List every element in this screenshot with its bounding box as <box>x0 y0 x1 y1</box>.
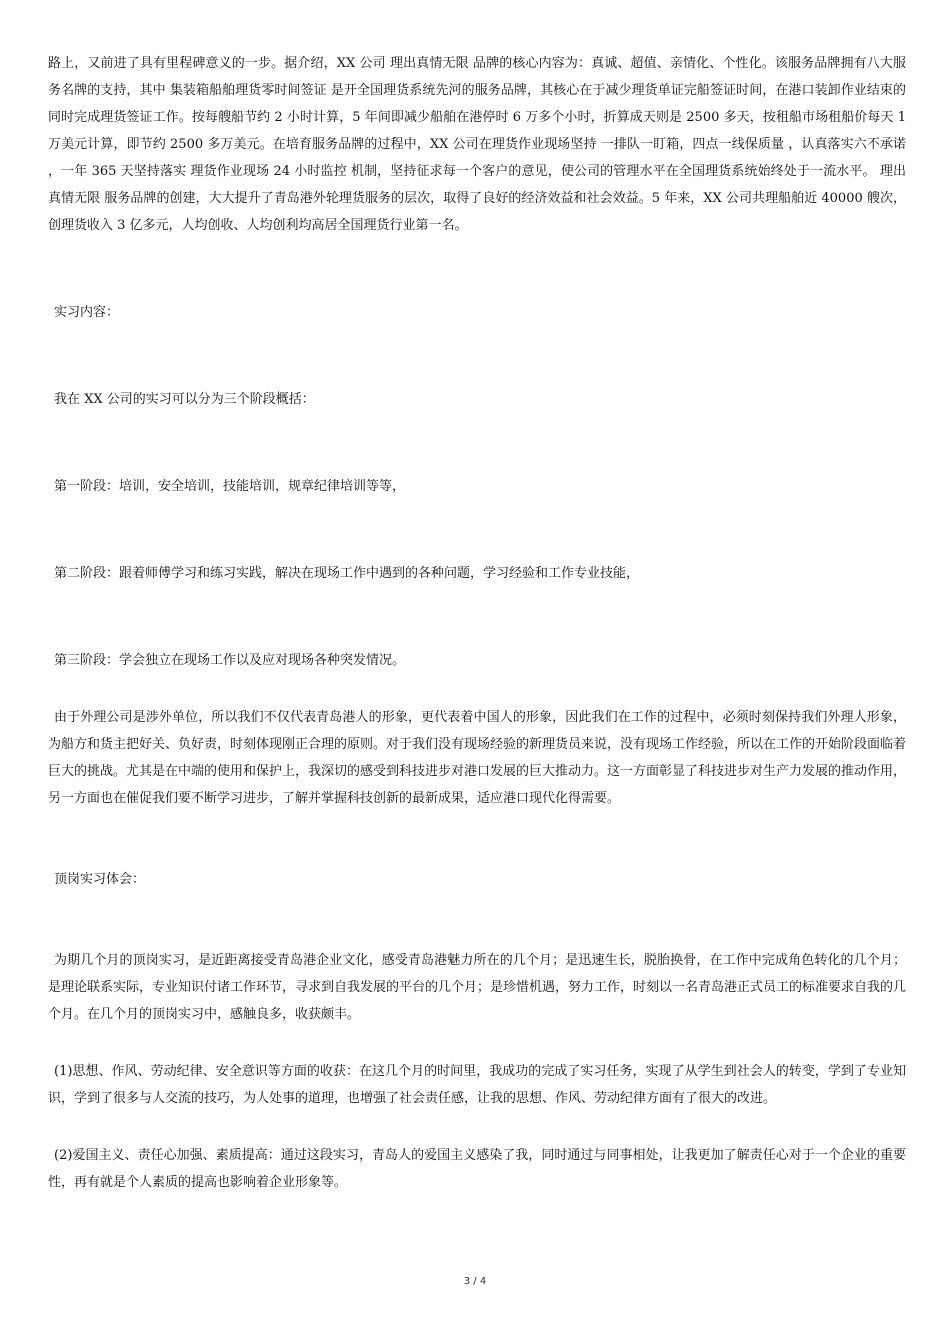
paragraph-service-brand: 路上，又前进了具有里程碑意义的一步。据介绍，XX 公司 理出真情无限 品牌的核心内容为：真诚、超值、亲情化、个性化。该服务品牌拥有八大服务名牌的支持，其中 集装箱船舶理货零时间签证 是开全国理货系统先河的服务品牌，其核心在于减少理货单证完船签证时间，在港口装卸作业结束的同时完成理货签证工作。按每艘船节约 2 小时计算，5 年间即减少船舶在港停时 6 万多个小时，折算成天则是 2500 多天，按租船市场租船价每天 1 万美元计算，即节约 2500 多万美元。在培育服务品牌的过程中，XX 公司在理货作业现场坚持 一排队一盯箱，四点一线保质量 ，认真落实六不承诺 ，一年 365 天坚持落实 理货作业现场 24 小时监控 机制，坚持征求每一个客户的意见，使公司的管理水平在全国理货系统始终处于一流水平。 理出真情无限 服务品牌的创建，大大提升了青岛港外轮理货服务的层次，取得了良好的经济效益和社会效益。5 年来，XX 公司共理船舶近 40000 艘次，创理货收入 3 亿多元，人均创收、人均创利均高居全国理货行业第一名。 <box>48 56 906 233</box>
page-number: 3 / 4 <box>463 1276 487 1287</box>
heading-internship-content: 实习内容： <box>54 305 120 320</box>
paragraph-stages-intro: 我在 XX 公司的实习可以分为三个阶段概括： <box>54 392 315 407</box>
paragraph-months: 为期几个月的顶岗实习，是近距离接受青岛港企业文化，感受青岛港魅力所在的几个月；是迅速生长，脱胎换骨，在工作中完成角色转化的几个月；是理论联系实际，专业知识付诸工作环节，寻求到自我发展的平台的几个月；是珍惜机遇，努力工作，时刻以一名青岛港正式员工的标准要求自我的几个月。在几个月的顶岗实习中，感触良多，收获颇丰。 <box>48 953 907 1022</box>
paragraph-gain-2: (2)爱国主义、责任心加强、素质提高：通过这段实习，青岛人的爱国主义感染了我，同时通过与同事相处，让我更加了解责任心对于一个企业的重要性，再有就是个人素质的提高也影响着企业形象等。 <box>48 1148 906 1190</box>
paragraph-stage-1: 第一阶段：培训，安全培训，技能培训，规章纪律培训等等， <box>54 479 406 494</box>
heading-internship-experience: 顶岗实习体会： <box>54 872 146 887</box>
paragraph-stage-2: 第二阶段：跟着师傅学习和练习实践，解决在现场工作中遇到的各种问题，学习经验和工作专业技能， <box>54 566 640 581</box>
paragraph-foreign-unit: 由于外理公司是涉外单位，所以我们不仅代表青岛港人的形象，更代表着中国人的形象，因此我们在工作的过程中，必须时刻保持我们外理人形象，为船方和货主把好关、负好责，时刻体现刚正合理的原则。对于我们没有现场经验的新理货员来说，没有现场工作经验，所以在工作的开始阶段面临着巨大的挑战。尤其是在中端的使用和保护上，我深切的感受到科技进步对港口发展的巨大推动力。这一方面彰显了科技进步对生产力发展的推动作用，另一方面也在催促我们要不断学习进步，了解并掌握科技创新的最新成果，适应港口现代化得需要。 <box>48 710 907 806</box>
paragraph-stage-3: 第三阶段：学会独立在现场工作以及应对现场各种突发情况。 <box>54 653 406 668</box>
document-body <box>48 50 906 1196</box>
paragraph-gain-1: (1)思想、作风、劳动纪律、安全意识等方面的收获：在这几个月的时间里，我成功的完成了实习任务，实现了从学生到社会人的转变，学到了专业知识，学到了很多与人交流的技巧，为人处事的道理，也增强了社会责任感，让我的思想、作风、劳动纪律方面有了很大的改进。 <box>48 1064 906 1106</box>
